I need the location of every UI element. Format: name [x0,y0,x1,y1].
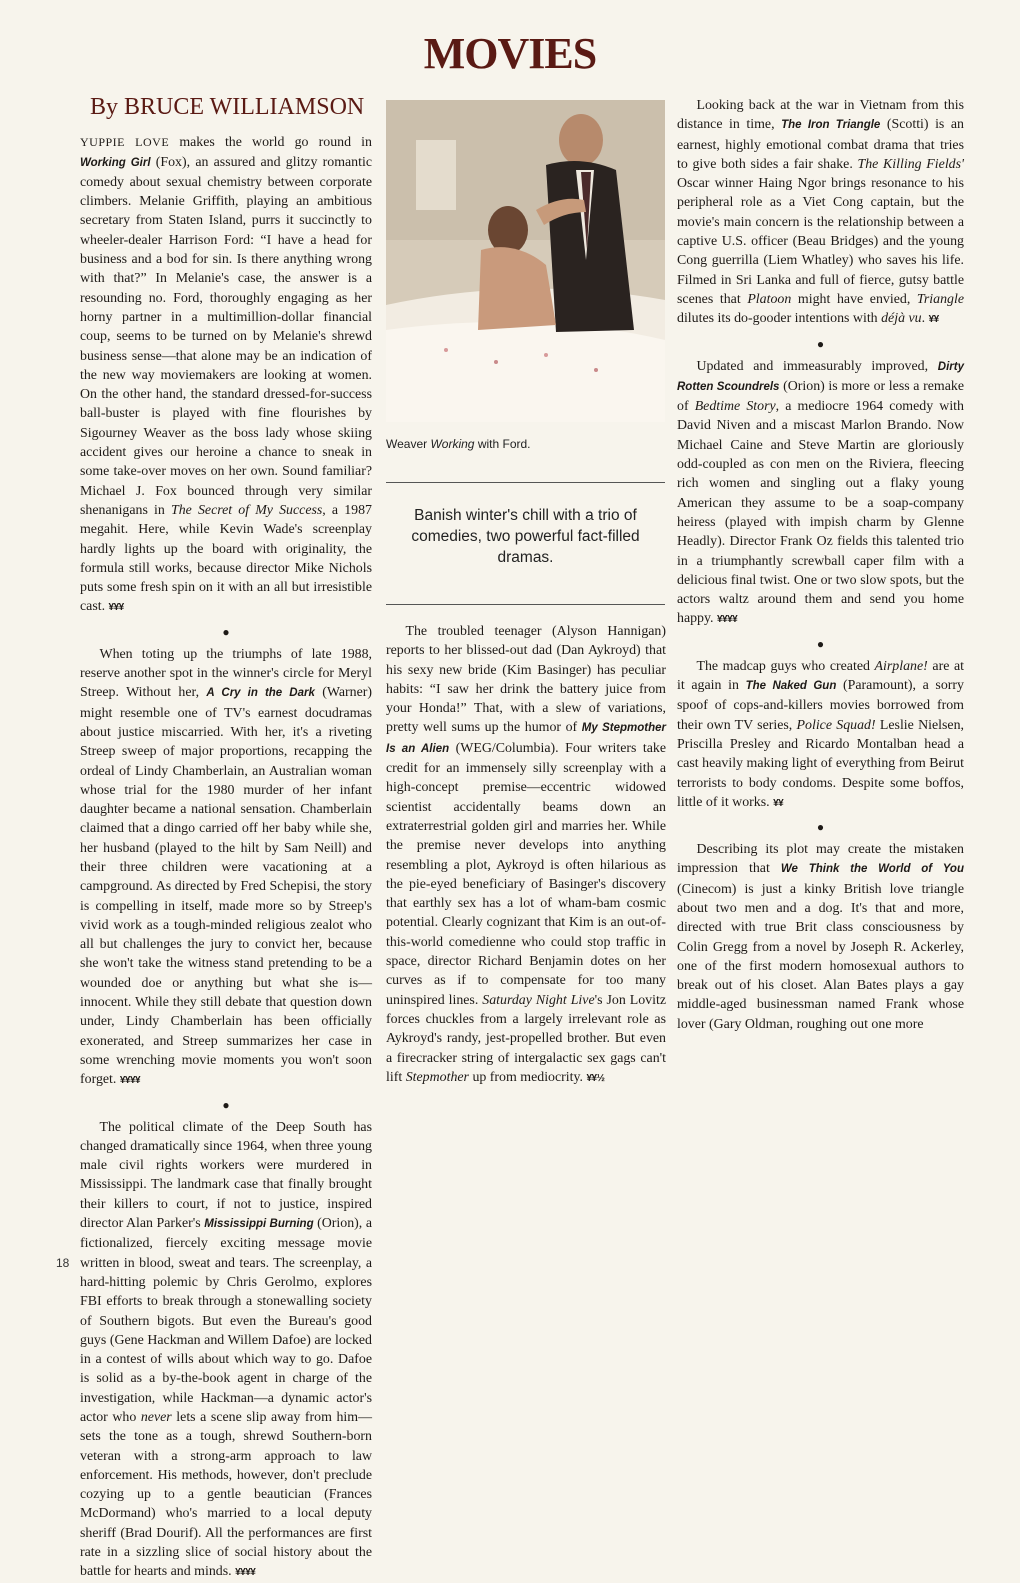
body-text: up from mediocrity. [468,1069,587,1085]
film-title: Dirty Rotten Scoundrels [677,360,964,393]
body-text: (Scotti) is an earnest, highly emotional combat drama that tries to give both sides a fair shake. [677,117,964,172]
body-text: might have envied, [791,291,917,307]
section-bullet: ● [222,624,230,639]
pullquote-top-rule [386,482,665,483]
rating-icons: ¥¥¥¥ [717,614,738,626]
italic-text: déjà vu [881,311,922,327]
rating-icons: ¥¥ [928,314,939,326]
section-bullet: ● [222,1097,230,1112]
film-title: Working Girl [80,156,151,169]
body-text: 's Jon Lovitz forces chuckles from a largely irrelevant role as Aykroyd's randy, jest-propelled brother. But even a firecracker string of intergalactic sex gags can't lift [386,992,666,1085]
paragraph-working-girl [80,133,372,617]
paragraph-we-think-the-world-of-you [677,840,964,1034]
body-text: , a 1987 megahit. Here, while Kevin Wade's screenplay hardly lights up the board with originality, the formula still works, because director Mike Nichols puts some fresh spin on it with an all but irresistible cast. [80,502,372,615]
body-text: are at it again in [677,658,964,694]
body-text: When toting up the triumphs of late 1988, reserve another spot in the winner's circle for Meryl Streep. Without her, [80,646,372,701]
body-text: Leslie Nielsen, Priscilla Presley and Ricardo Montalban head a cast heavily making light of everything from Beirut terrorists to body condoms. Despite some boffos, little of it works. [677,717,964,810]
lead-in: YUPPIE LOVE [80,135,170,150]
body-text: Oscar winner Haing Ngor brings resonance to his peripheral role as a Viet Cong captain, but the movie's main concern is the relationship between a captive U.S. officer (Beau Bridges) and the young Cong guerrilla (Liem Whatley) who saves his life. Filmed in Sri Lanka and full of fierce, gutsy battle scenes that [677,176,964,307]
rating-icons: ¥¥¥¥ [119,1075,141,1087]
body-text: (Fox), an assured and glitzy romantic comedy about sexual chemistry between corporate climbers. Melanie Griffith, playing an ambitious secretary from Staten Island, purrs it succinctly to wheeler-dealer Harrison Ford: “I have a head for business and a bod for sin. Is there anything wrong with that?” In Melanie's case, the answer is a resounding no. Ford, thoroughly engaging as her horny partner in a multimillion-dollar financial coup, seems to be turned on by Melanie's shrewd business sense—that alone may be an indication of the new way moviemakers are looking at women. On the other hand, the standard dressed-for-success ball-buster is played with fine flourishes by Sigourney Weaver as the boss lady whose skiing accident gives our heroine a chance to sneak in some take-over moves on her own. Sound familiar? Michael J. Fox bounced through very similar shenanigans in [80,154,372,518]
italic-text: The Secret of My Success [170,502,323,518]
italic-text: Saturday Night Live [482,992,595,1008]
caption-text: Weaver [386,437,431,451]
italic-text: The Killing Fields' [857,156,964,172]
paragraph-mississippi-burning [80,1118,372,1583]
italic-text: Triangle [916,291,964,307]
page-number: 18 [56,1256,70,1270]
italic-text: Platoon [747,291,792,307]
body-text: Updated and immeasurably improved, [696,358,938,374]
photo-caption [386,437,665,451]
body-text: The troubled teenager (Alyson Hannigan) reports to her blissed-out dad (Dan Aykroyd) that his sexy new bride (Kim Basinger) has peculiar habits: “I saw her drink the battery juice from your Honda!” That, with a slew of variations, pretty well sums up the humor of [386,624,666,736]
body-text: dilutes its do-gooder intentions with [677,311,882,327]
movie-still-photo [386,100,665,422]
body-text: (Cinecom) is just a kinky British love triangle about two men and a dog. It's that and more, directed with true Brit class consciousness by Colin Gregg from a novel by Joseph R. Ackerley, one of the first modern homosexual authors to break out of his closet. Alan Bates plays a gay middle-aged businessman named Frank whose lover (Gary Oldman, roughing out one more [677,881,964,1032]
body-text: (Orion) is more or less a remake of [677,378,965,415]
film-title: The Naked Gun [745,680,837,693]
italic-text: Airplane! [874,658,928,674]
film-title: My Stepmother Is an Alien [386,722,666,755]
body-text: (Warner) might resemble one of TV's earnest docudramas about justice miscarried. With her, it's a riveting Streep sweep of major proportions, recapping the ordeal of Lindy Chamberlain, an Australian woman whose trial for the 1980 murder of her infant daughter became a national sensation. Chamberlain claimed that a dingo carried off her baby while she, her husband (played to the hilt by Sam Neill) and their three children were vacationing at a campground. As directed by Fred Schepisi, the story is compelling in itself, made more so by Streep's vivid work as a tough-minded religious zealot who all but challenges the jury to convict her, because she won't take the witness stand pretending to be a wounded doe or anything but what she is—innocent. While they still debate that question down under, Lindy Chamberlain has been officially exonerated, and Streep summarizes her case in some wrenching movie moments you won't soon forget. [80,685,372,1088]
pullquote: Banish winter's chill with a trio of comedies, two powerful fact-filled dramas. [411,507,640,566]
body-text: (WEG/Columbia). Four writers take credit for an immensely silly screenplay with a high-concept premise—eccentric widowed scientist accidentally beams down an extraterrestrial golden girl and marries her. While the premise never develops into anything resembling a plot, Aykroyd is often hilarious as the pie-eyed beneficiary of Basinger's discovery that earthly sex has a lot of wham-bam cosmic potential. Clearly cognizant that Kim is an out-of-this-world comedienne who could stop traffic in space, director Richard Benjamin dotes on her curves as if to compensate for too many uninspired lines. [386,740,667,1008]
body-text: , a mediocre 1964 comedy with David Niven and a miscast Marlon Brando. Now Michael Caine and Steve Martin are gloriously odd-coupled as con men on the Riviera, fleecing rich women and singling out a flaky young American they assume to be a soap-company heiress (played with impish charm by Glenne Headly). Director Frank Oz fields this talented trio in a triumphantly screwball caper film with a delicious final twist. One or two slow spots, but the actors waltz around them and send you home happy. [677,399,964,627]
film-title: We Think the World of You [780,863,964,876]
body-text: (Orion), a fictionalized, fiercely exciting message movie written in blood, sweat and tears. The screenplay, a hard-hitting polemic by Chris Gerolmo, explores FBI efforts to break through a stonewalling society of Southern bigots. But even the Bureau's good guys (Gene Hackman and Willem Dafoe) are locked in a contest of wills about which way to go. Dafoe is solid as a by-the-book agent in charge of the investigation, while Hackman—a dynamic actor's actor who [80,1216,372,1425]
body-text: The madcap guys who created [696,658,875,674]
rating-icons: ¥¥¥¥ [235,1567,256,1579]
paragraph-a-cry-in-the-dark [80,645,372,1091]
film-title: Mississippi Burning [204,1218,314,1231]
byline: By BRUCE WILLIAMSON [90,94,365,120]
caption-text: with Ford. [474,437,531,451]
body-text: Looking back at the war in Vietnam from this distance in time, [677,98,964,133]
italic-text: Stepmother [405,1069,469,1085]
section-bullet: ● [816,820,825,835]
body-text: (Paramount), a sorry spoof of cops-and-killers movies borrowed from their own TV series, [677,678,964,733]
rating-icons: ¥¥ [773,797,784,809]
body-text: lets a scene slip away from him—sets the tone as a tough, shrewd Southern-born veteran with a strong-arm approach to law enforcement. His methods, however, don't preclude cozying up to a gentle beautician (Frances McDormand) who's married to a local deputy sheriff (Brad Dourif). All the performances are first rate in a sizzling slice of social history about the battle for hearts and minds. [80,1410,372,1580]
paragraph-my-stepmother-is-an-alien [386,622,666,1088]
paragraph-dirty-rotten-scoundrels [677,357,964,630]
rating-icons: ¥¥¥ [108,602,124,614]
section-title: MOVIES [423,29,597,78]
pullquote-bottom-rule [386,604,665,605]
caption-film-title: Working [430,437,475,451]
body-text: makes the world go round in [169,135,372,151]
paragraph-the-iron-triangle [677,96,964,330]
section-bullet: ● [816,636,825,651]
italic-text: Bedtime Story [694,399,776,415]
movie-still-illustration [386,100,665,422]
paragraph-the-naked-gun [677,657,964,813]
body-text: . [921,311,929,327]
article-column-1 [80,94,372,1580]
article-column-3 [677,96,964,1034]
italic-text: never [140,1410,172,1425]
film-title: The Iron Triangle [781,119,881,132]
rating-icons: ¥¥½ [586,1072,605,1084]
section-bullet: ● [816,336,825,351]
article-column-2 [386,622,666,1088]
film-title: A Cry in the Dark [206,687,315,700]
body-text: Describing its plot may create the mistaken impression that [677,842,964,877]
body-text: The political climate of the Deep South has changed dramatically since 1964, when three young male civil rights workers were murdered in Mississippi. The landmark case that finally brought their killers to court, if not to justice, inspired director Alan Parker's [80,1119,372,1232]
italic-text: Police Squad! [796,717,876,733]
